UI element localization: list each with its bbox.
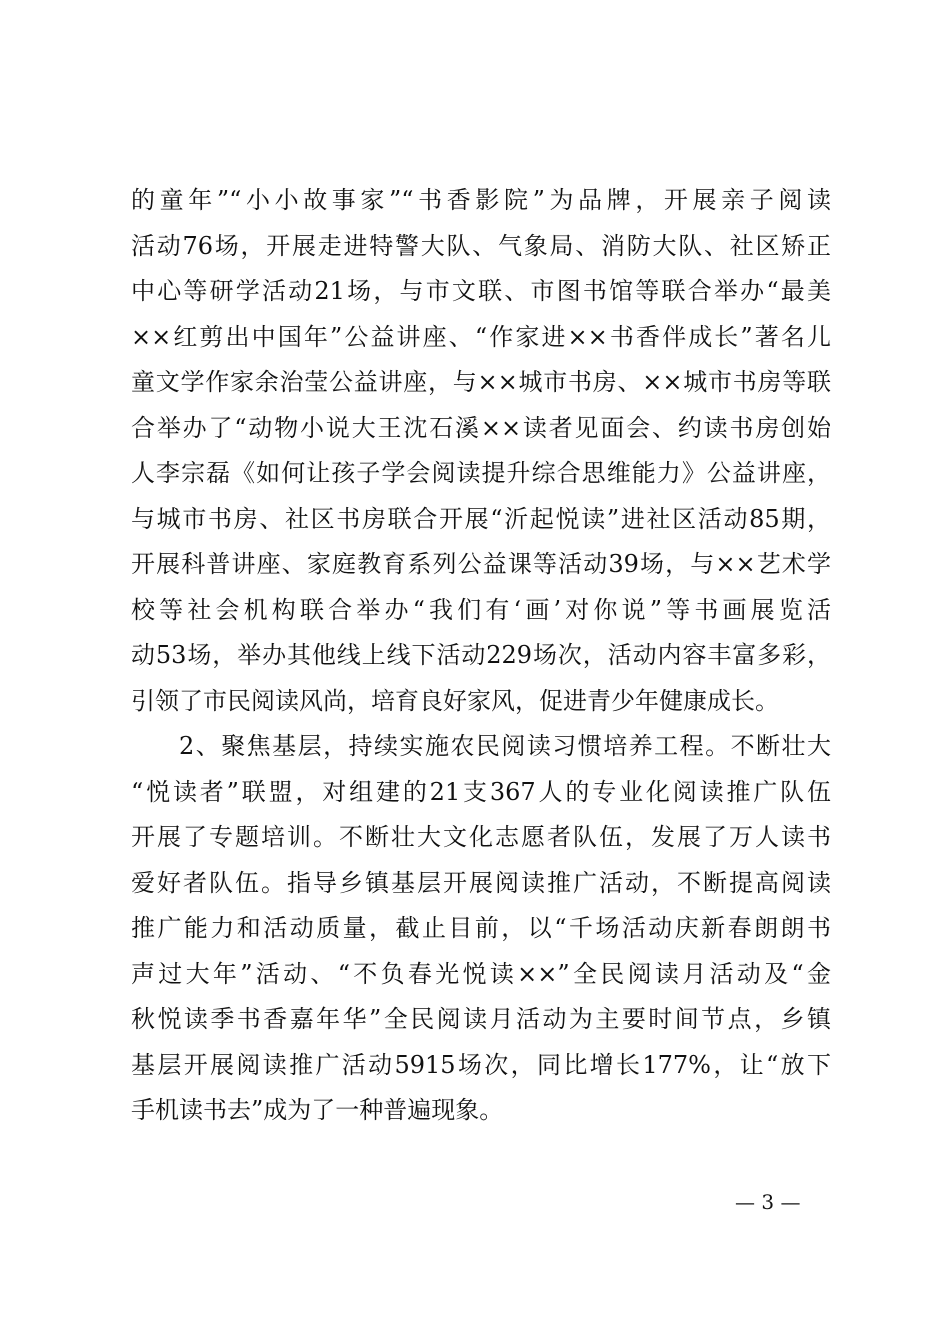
- text-line: 人李宗磊《如何让孩子学会阅读提升综合思维能力》公益讲座，: [131, 459, 831, 487]
- text-line: 声过大年”活动、“不负春光悦读××”全民阅读月活动及“金: [131, 959, 831, 988]
- text-line: “悦读者”联盟，对组建的21支367人的专业化阅读推广队伍: [131, 777, 831, 806]
- page-number: — 3 —: [735, 1190, 801, 1214]
- text-line: ××红剪出中国年”公益讲座、“作家进××书香伴成长”著名儿: [131, 322, 831, 351]
- text-line: 动53场，举办其他线上线下活动229场次，活动内容丰富多彩，: [131, 641, 831, 669]
- text-line: 秋悦读季书香嘉年华”全民阅读月活动为主要时间节点，乡镇: [131, 1005, 831, 1033]
- text-line: 中心等研学活动21场，与市文联、市图书馆等联合举办“最美: [131, 277, 831, 305]
- text-line: 手机读书去”成为了一种普遍现象。: [131, 1096, 504, 1124]
- text-line: 2、聚焦基层，持续实施农民阅读习惯培养工程。不断壮大: [179, 732, 831, 760]
- text-line: 童文学作家余治莹公益讲座，与××城市书房、××城市书房等联: [131, 368, 831, 396]
- text-line: 的童年”“小小故事家”“书香影院”为品牌，开展亲子阅读: [131, 186, 831, 214]
- text-line: 与城市书房、社区书房联合开展“沂起悦读”进社区活动85期，: [131, 504, 831, 533]
- text-line: 校等社会机构联合举办“我们有‘画’对你说”等书画展览活: [131, 595, 831, 624]
- text-line: 合举办了“动物小说大王沈石溪××读者见面会、约读书房创始: [131, 413, 831, 442]
- text-line: 推广能力和活动质量，截止目前，以“千场活动庆新春朗朗书: [131, 914, 831, 942]
- text-line: 引领了市民阅读风尚，培育良好家风，促进青少年健康成长。: [131, 686, 779, 715]
- text-line: 基层开展阅读推广活动5915场次，同比增长177%，让“放下: [131, 1050, 831, 1079]
- paragraph-activities: [131, 178, 831, 724]
- text-line: 爱好者队伍。指导乡镇基层开展阅读推广活动，不断提高阅读: [131, 868, 831, 897]
- text-line: 开展了专题培训。不断壮大文化志愿者队伍，发展了万人读书: [131, 823, 831, 851]
- document-body: [131, 178, 831, 1134]
- paragraph-grassroots-reading: [131, 724, 831, 1134]
- text-line: 活动76场，开展走进特警大队、气象局、消防大队、社区矫正: [131, 231, 831, 260]
- text-line: 开展科普讲座、家庭教育系列公益课等活动39场，与××艺术学: [131, 550, 831, 578]
